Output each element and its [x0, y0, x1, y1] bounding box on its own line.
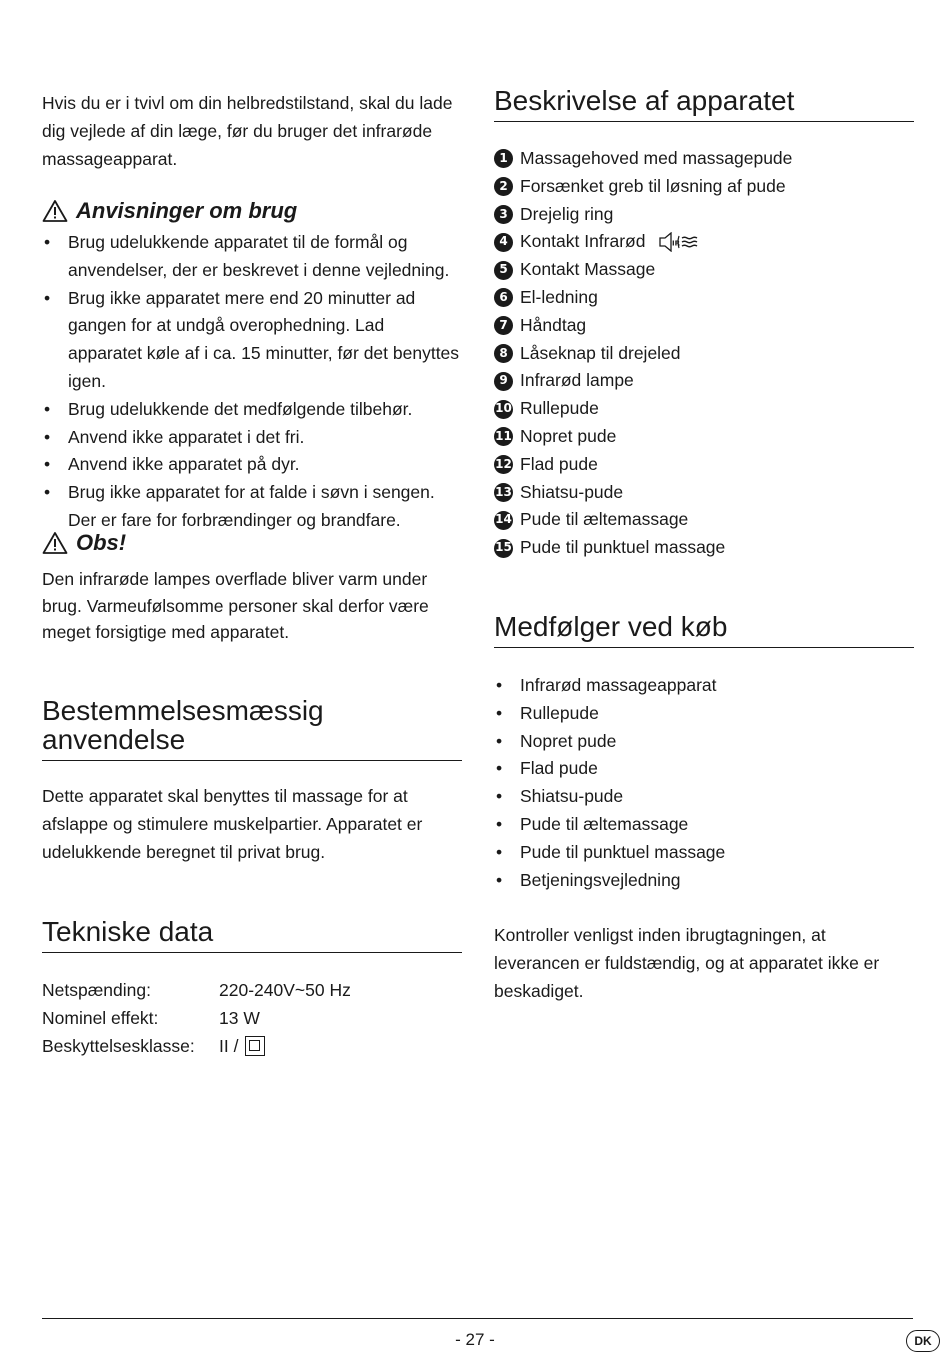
list-item: • Pude til punktuel massage — [494, 839, 914, 867]
parts-list — [494, 145, 914, 562]
part-number-badge: 7 — [494, 316, 513, 335]
tech-row-power — [42, 1005, 462, 1033]
list-item — [494, 312, 914, 340]
list-item — [494, 145, 914, 173]
list-item — [494, 451, 914, 479]
obs-paragraph: Den infrarøde lampes overflade bliver varm under brug. Varmeufølsomme personer skal derfor være meget forsigtige med apparatet. — [42, 569, 429, 642]
intended-use-heading — [42, 696, 462, 761]
tech-row-voltage — [42, 977, 462, 1005]
part-number-badge: 6 — [494, 288, 513, 307]
list-item — [494, 395, 914, 423]
infrared-heat-icon — [657, 232, 701, 252]
tech-value: 13 W — [219, 1007, 260, 1028]
part-label: Flad pude — [520, 453, 598, 474]
part-number-badge: 15 — [494, 539, 513, 558]
obs-heading — [42, 530, 462, 556]
list-item — [494, 340, 914, 368]
part-label: Nopret pude — [520, 425, 617, 446]
list-item — [494, 284, 914, 312]
part-label: Pude til æltemassage — [520, 509, 689, 530]
tech-row-protection-class — [42, 1033, 462, 1061]
list-item — [494, 256, 914, 284]
part-label: El-ledning — [520, 286, 598, 307]
part-number-badge: 9 — [494, 372, 513, 391]
page-number: - 27 - — [455, 1330, 495, 1349]
list-item: • Infrarød massageapparat — [494, 672, 914, 700]
list-item: • Brug udelukkende apparatet til de formål og anvendelser, der er beskrevet i denne vejledning. — [42, 229, 462, 285]
part-number-badge: 5 — [494, 261, 513, 280]
tech-label: Nominel effekt: — [42, 1007, 159, 1028]
usage-heading — [42, 198, 462, 224]
list-item: • Nopret pude — [494, 728, 914, 756]
part-label: Infrarød lampe — [520, 370, 634, 391]
included-list — [494, 672, 914, 894]
intended-use-heading-line2: anvendelse — [42, 724, 186, 755]
part-label: Rullepude — [520, 398, 599, 419]
list-item: • Brug ikke apparatet mere end 20 minutter ad gangen for at undgå overophedning. Lad apparatet køle af i ca. 15 minutter, før det benyttes igen. — [42, 285, 462, 396]
part-number-badge: 11 — [494, 427, 513, 446]
part-label: Drejelig ring — [520, 203, 614, 224]
language-badge: DK — [906, 1330, 940, 1352]
included-heading: Medfølger ved køb — [494, 612, 914, 648]
description-heading: Beskrivelse af apparatet — [494, 86, 914, 122]
list-item: • Brug ikke apparatet for at falde i søvn i sengen. Der er fare for forbrændinger og brandfare. — [42, 479, 462, 535]
tech-table — [42, 977, 462, 1060]
tech-value-text: II / — [219, 1035, 239, 1056]
footer-divider — [42, 1318, 913, 1319]
list-item: • Betjeningsvejledning — [494, 867, 914, 895]
part-label: Kontakt Infrarød — [520, 231, 646, 252]
part-number-badge: 8 — [494, 344, 513, 363]
list-item: • Rullepude — [494, 700, 914, 728]
tech-heading: Tekniske data — [42, 917, 462, 953]
list-item — [494, 367, 914, 395]
part-number-badge: 14 — [494, 511, 513, 530]
list-item: • Brug udelukkende det medfølgende tilbehør. — [42, 396, 462, 424]
warning-icon — [42, 531, 68, 555]
part-label: Låseknap til drejeled — [520, 342, 681, 363]
part-number-badge: 3 — [494, 205, 513, 224]
part-label: Forsænket greb til løsning af pude — [520, 175, 786, 196]
tech-label: Beskyttelsesklasse: — [42, 1035, 195, 1056]
part-number-badge: 13 — [494, 483, 513, 502]
part-number-badge: 2 — [494, 177, 513, 196]
check-paragraph: Kontroller venligst inden ibrugtagningen, at leverancen er fuldstændig, og at apparatet ikke er beskadiget. — [494, 925, 880, 1001]
part-label: Kontakt Massage — [520, 259, 656, 280]
intro-paragraph: Hvis du er i tvivl om din helbredstilstand, skal du lade dig vejlede af din læge, før du bruger det infrarøde massageapparat. — [42, 93, 453, 169]
ir-symbol-text: IR — [672, 239, 681, 248]
part-label: Shiatsu-pude — [520, 481, 624, 502]
usage-heading-text: Anvisninger om brug — [76, 198, 298, 223]
warning-icon — [42, 199, 68, 223]
part-label: Massagehoved med massagepude — [520, 148, 793, 168]
list-item: • Pude til æltemassage — [494, 811, 914, 839]
part-number-badge: 10 — [494, 400, 513, 419]
list-item: • Anvend ikke apparatet i det fri. — [42, 424, 462, 452]
list-item: • Shiatsu-pude — [494, 783, 914, 811]
part-number-badge: 4 — [494, 233, 513, 252]
tech-value: 220-240V~50 Hz — [219, 980, 351, 1000]
list-item: • Anvend ikke apparatet på dyr. — [42, 451, 462, 479]
obs-heading-text: Obs! — [76, 530, 127, 555]
list-item — [494, 228, 914, 256]
list-item — [494, 173, 914, 201]
list-item — [494, 423, 914, 451]
tech-value — [219, 1033, 265, 1061]
tech-label: Netspænding: — [42, 980, 151, 1000]
list-item — [494, 506, 914, 534]
list-item — [494, 479, 914, 507]
part-number-badge: 12 — [494, 455, 513, 474]
list-item — [494, 534, 914, 562]
usage-list — [42, 229, 462, 535]
intended-use-heading-line1: Bestemmelsesmæssig — [42, 695, 324, 726]
list-item: • Flad pude — [494, 755, 914, 783]
part-number-badge: 1 — [494, 149, 513, 168]
part-label: Håndtag — [520, 314, 587, 335]
list-item — [494, 201, 914, 229]
intended-use-paragraph: Dette apparatet skal benyttes til massage for at afslappe og stimulere muskelpartier. Apparatet er udelukkende beregnet til privat brug. — [42, 786, 423, 862]
protection-class-ii-icon — [245, 1036, 265, 1056]
part-label: Pude til punktuel massage — [520, 537, 726, 558]
